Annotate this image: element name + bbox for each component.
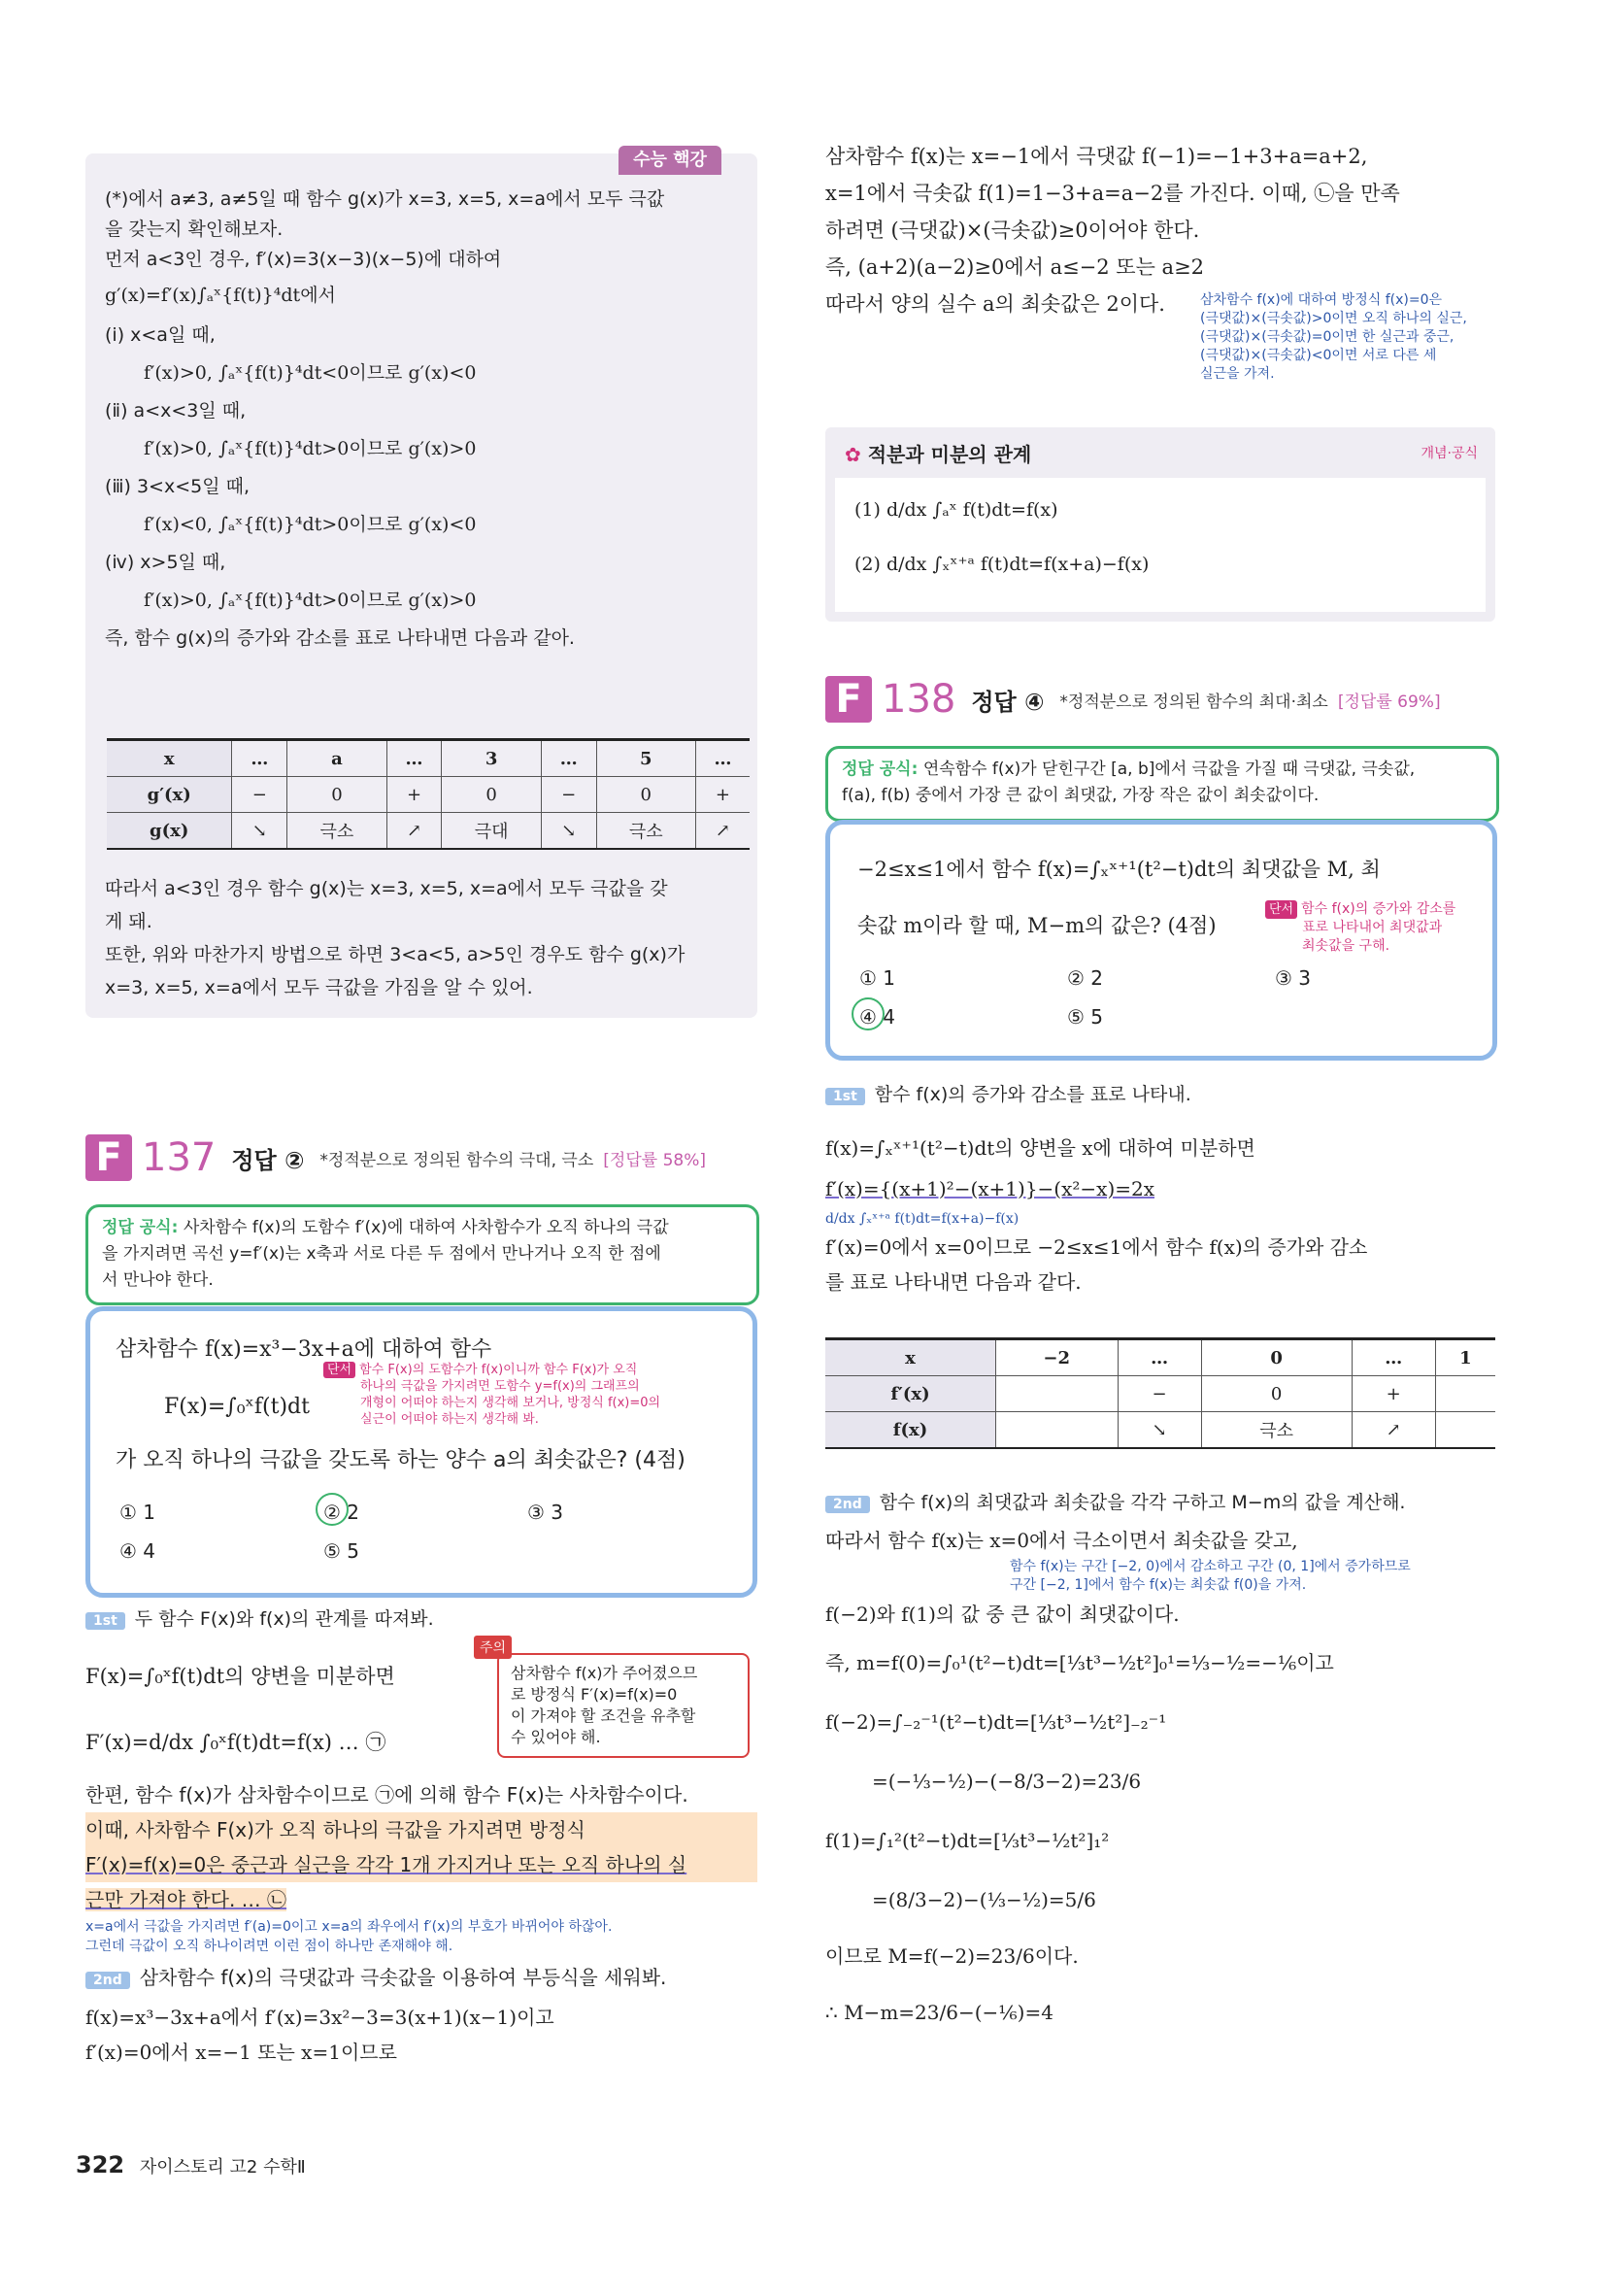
table-cell: 0	[1201, 1339, 1352, 1376]
problem-138-header	[825, 676, 1441, 723]
table-cell: −	[541, 777, 596, 813]
table-cell: 5	[596, 740, 695, 777]
table-cell: …	[232, 740, 287, 777]
solution-line: f′(x)=0에서 x=−1 또는 x=1이므로	[85, 2041, 397, 2064]
table-cell: ↗	[695, 813, 750, 850]
problem-question: 가 오직 하나의 극값을 갖도록 하는 양수 a의 최솟값은? (4점)	[116, 1448, 685, 1472]
problem-text: 삼차함수 f(x)=x³−3x+a에 대하여 함수	[116, 1337, 492, 1362]
choice-4[interactable]: ④ 4	[859, 1005, 896, 1029]
concept-title	[845, 439, 1031, 467]
table-cell: +	[1352, 1376, 1435, 1412]
step-badge: 1st	[825, 1088, 865, 1105]
solution-line: f(1)=∫₁²(t²−t)dt=[⅓t³−½t²]₁²	[825, 1829, 1110, 1852]
answer-formula-box	[825, 746, 1499, 822]
table-cell: 0	[442, 777, 541, 813]
flower-icon: ✿	[845, 443, 861, 466]
solution-line: 즉, (a+2)(a−2)≥0에서 a≤−2 또는 a≥2	[825, 255, 1205, 279]
table-cell: f′(x)	[825, 1376, 995, 1412]
table-cell: 극대	[442, 813, 541, 850]
choice-1[interactable]: ① 1	[859, 966, 896, 990]
summary-line: (ⅰ) x<a일 때,	[105, 324, 216, 346]
solution-line: x=1에서 극솟값 f(1)=1−3+a=a−2를 가진다. 이때, ㉡을 만족	[825, 182, 1400, 205]
table-cell: g(x)	[107, 813, 232, 850]
caution-line: 로 방정식 F′(x)=f(x)=0	[511, 1685, 678, 1704]
solution-line: 삼차함수 f(x)는 x=−1에서 극댓값 f(−1)=−1+3+a=a+2,	[825, 145, 1368, 168]
summary-line: (*)에서 a≠3, a≠5일 때 함수 g(x)가 x=3, x=5, x=a에서 모두 극값	[105, 188, 665, 210]
table-cell: 0	[596, 777, 695, 813]
solution-138-text2	[825, 1523, 1495, 2042]
problem-answer: 정답 ②	[231, 1146, 305, 1174]
solution-line: 이므로 M=f(−2)=23/6이다.	[825, 1944, 1079, 1968]
note-line: 삼차함수 f(x)에 대하여 방정식 f(x)=0은	[1200, 292, 1443, 308]
note-line: d/dx ∫ₓˣ⁺ᵃ f(t)dt=f(x+a)−f(x)	[825, 1211, 1020, 1227]
solution-line: 따라서 함수 f(x)는 x=0에서 극소이면서 최솟값을 갖고,	[825, 1529, 1298, 1552]
choice-1[interactable]: ① 1	[119, 1501, 156, 1524]
page-number: 322	[76, 2151, 125, 2178]
table-cell: 1	[1435, 1339, 1495, 1376]
note-line: 구간 [−2, 1]에서 함수 f(x)는 최솟값 f(0)을 가져.	[1010, 1577, 1307, 1593]
choice-3[interactable]: ③ 3	[527, 1501, 564, 1524]
solution-line	[85, 1882, 757, 1917]
table-cell	[995, 1412, 1118, 1449]
summary-line: f′(x)>0, ∫ₐˣ{f(t)}⁴dt>0이므로 g′(x)>0	[144, 590, 477, 611]
table-cell: …	[695, 740, 750, 777]
summary-line: (ⅱ) a<x<3일 때,	[105, 400, 247, 422]
caution-line: 이 가져야 할 조건을 유추할	[511, 1706, 696, 1725]
summary-line: 즉, 함수 g(x)의 증가와 감소를 표로 나타내면 다음과 같아.	[105, 627, 575, 649]
summary-line: (ⅳ) x>5일 때,	[105, 552, 226, 573]
solution-138-step1	[825, 1080, 1191, 1106]
hint-tag: 단서	[1265, 900, 1297, 919]
step-text: 삼차함수 f(x)의 극댓값과 극솟값을 이용하여 부등식을 세워봐.	[139, 1966, 667, 1989]
solution-line: f(−2)와 f(1)의 값 중 큰 값이 최댓값이다.	[825, 1603, 1180, 1626]
solution-line: 이때, 사차함수 F(x)가 오직 하나의 극값을 가지려면 방정식	[85, 1812, 757, 1847]
solution-138-step2	[825, 1488, 1405, 1514]
hint-line: 최솟값을 구해.	[1302, 938, 1390, 954]
concept-formula: (2) d/dx ∫ₓˣ⁺ᵃ f(t)dt=f(x+a)−f(x)	[854, 554, 1150, 575]
problem-text	[116, 1443, 685, 1473]
problem-rate: [정답률 58%]	[603, 1150, 706, 1170]
problem-badge: F	[85, 1134, 132, 1181]
caution-line: 수 있어야 해.	[511, 1728, 601, 1746]
table-cell: 3	[442, 740, 541, 777]
hint-box	[1265, 900, 1455, 956]
summary-line: g′(x)=f′(x)∫ₐˣ{f(t)}⁴dt에서	[105, 285, 336, 306]
note-line: 실근을 가져.	[1200, 366, 1275, 382]
step2-row	[85, 1962, 757, 1990]
solution-line: 하려면 (극댓값)×(극솟값)≥0이어야 한다.	[825, 219, 1200, 242]
hint-line: 하나의 극값을 가지려면 도함수 y=f(x)의 그래프의	[360, 1379, 640, 1394]
solution-line-part: 근만 가져야 한다. … ㉡	[85, 1888, 287, 1911]
key-text: 사차함수 f(x)의 도함수 f′(x)에 대하여 사차함수가 오직 하나의 극값	[183, 1218, 669, 1237]
table-cell	[1435, 1376, 1495, 1412]
table-cell: g′(x)	[107, 777, 232, 813]
solution-137-step1	[85, 1604, 434, 1631]
table-cell: +	[386, 777, 442, 813]
table-cell: f(x)	[825, 1412, 995, 1449]
table-cell: ↗	[386, 813, 442, 850]
concept-box	[825, 427, 1495, 622]
choice-5[interactable]: ⑤ 5	[1067, 1005, 1104, 1029]
hint-tag: 단서	[323, 1362, 355, 1378]
table-cell: …	[1118, 1339, 1201, 1376]
key-label: 정답 공식:	[102, 1218, 179, 1237]
problem-text: −2≤x≤1에서 함수 f(x)=∫ₓˣ⁺¹(t²−t)dt의 최댓값을 M, 최	[857, 858, 1381, 881]
table-cell: −	[1118, 1376, 1201, 1412]
table-cell: ↘	[541, 813, 596, 850]
table-cell: 0	[287, 777, 386, 813]
hint-box	[323, 1362, 660, 1428]
caution-box	[497, 1653, 750, 1758]
increase-decrease-table	[825, 1337, 1495, 1449]
table-cell: 극소	[1201, 1412, 1352, 1449]
step-text: 두 함수 F(x)와 f(x)의 관계를 따져봐.	[134, 1608, 434, 1630]
table-cell	[995, 1376, 1118, 1412]
solution-line: =(8/3−2)−(⅓−½)=5/6	[872, 1888, 1096, 1911]
table-cell: x	[107, 740, 232, 777]
solution-line: 즉, m=f(0)=∫₀¹(t²−t)dt=[⅓t³−½t²]₀¹=⅓−½=−⅙이고	[825, 1651, 1334, 1674]
choice-2[interactable]: ② 2	[1067, 966, 1104, 990]
table-cell: 극소	[596, 813, 695, 850]
summary-tag: 수능 핵강	[619, 146, 721, 175]
concept-title-text: 적분과 미분의 관계	[867, 443, 1032, 466]
key-text: f(a), f(b) 중에서 가장 큰 값이 최댓값, 가장 작은 값이 최솟값이다.	[842, 786, 1320, 805]
summary-after-line: x=3, x=5, x=a에서 모두 극값을 가짐을 알 수 있어.	[105, 977, 533, 998]
step-badge: 1st	[85, 1612, 125, 1630]
answer-circle	[852, 997, 885, 1030]
choice-5[interactable]: ⑤ 5	[323, 1539, 360, 1563]
concept-formula: (1) d/dx ∫ₐˣ f(t)dt=f(x)	[854, 499, 1058, 521]
table-cell: −2	[995, 1339, 1118, 1376]
table-cell: …	[1352, 1339, 1435, 1376]
summary-line: 먼저 a<3인 경우, f′(x)=3(x−3)(x−5)에 대하여	[105, 249, 502, 270]
answer-circle	[316, 1493, 349, 1526]
solution-line: =(−⅓−½)−(−8/3−2)=23/6	[872, 1770, 1142, 1793]
table-cell: a	[287, 740, 386, 777]
summary-after-line: 따라서 a<3인 경우 함수 g(x)는 x=3, x=5, x=a에서 모두 극값을 갖	[105, 878, 668, 899]
solution-line: 따라서 양의 실수 a의 최솟값은 2이다.	[825, 292, 1165, 316]
concept-inner	[835, 478, 1486, 612]
summary-after-line: 또한, 위와 마찬가지 방법으로 하면 3<a<5, a>5인 경우도 함수 g(x)가	[105, 944, 685, 965]
key-text: 을 가지려면 곡선 y=f′(x)는 x축과 서로 다른 두 점에서 만나거나 오직 한 점에	[102, 1244, 661, 1264]
table-cell: ↘	[1118, 1412, 1201, 1449]
summary-after-line: 게 돼.	[105, 911, 152, 932]
choice-2[interactable]: ② 2	[323, 1501, 360, 1524]
step-text: 함수 f(x)의 증가와 감소를 표로 나타내.	[874, 1084, 1191, 1105]
hint-line: 함수 F(x)의 도함수가 f(x)이니까 함수 F(x)가 오직	[359, 1363, 638, 1377]
solution-line: F(x)=∫₀ˣf(t)dt의 양변을 미분하면	[85, 1665, 395, 1688]
key-label: 정답 공식:	[842, 760, 919, 779]
right-top-note	[1200, 291, 1467, 384]
note-line: (극댓값)×(극솟값)=0이면 한 실근과 중근,	[1200, 329, 1455, 345]
summary-line: f′(x)>0, ∫ₐˣ{f(t)}⁴dt<0이므로 g′(x)<0	[144, 362, 477, 384]
solution-line: F′(x)=f(x)=0은 중근과 실근을 각각 1개 가지거나 또는 오직 하나의 실	[85, 1847, 757, 1882]
summary-content	[105, 185, 746, 654]
problem-badge: F	[825, 676, 872, 723]
key-text: 연속함수 f(x)가 닫힌구간 [a, b]에서 극값을 가질 때 극댓값, 극솟값,	[922, 760, 1416, 779]
problem-box	[85, 1306, 757, 1598]
table-cell: 극소	[287, 813, 386, 850]
problem-rate: [정답률 69%]	[1337, 692, 1441, 712]
summary-table	[107, 738, 750, 850]
table-cell: ↘	[232, 813, 287, 850]
note-line: 함수 f(x)는 구간 [−2, 0)에서 감소하고 구간 (0, 1]에서 증가하므로	[1010, 1559, 1411, 1574]
note-line: 그런데 극값이 오직 하나이려면 이런 점이 하나만 존재해야 해.	[85, 1939, 453, 1954]
solution-line: ∴ M−m=23/6−(−⅙)=4	[825, 2001, 1053, 2024]
step-badge: 2nd	[825, 1496, 870, 1513]
solution-137-text	[85, 1777, 757, 2070]
table-cell: x	[825, 1339, 995, 1376]
hint-line: 함수 f(x)의 증가와 감소를	[1301, 901, 1456, 917]
problem-topic: *정적분으로 정의된 함수의 최대·최소	[1059, 692, 1328, 712]
summary-line: (ⅲ) 3<x<5일 때,	[105, 476, 251, 497]
table-cell: ↗	[1352, 1412, 1435, 1449]
step-text: 함수 f(x)의 최댓값과 최솟값을 각각 구하고 M−m의 값을 계산해.	[879, 1492, 1406, 1513]
table-cell	[1435, 1412, 1495, 1449]
answer-formula-box	[85, 1204, 759, 1305]
caution-tag: 주의	[474, 1636, 512, 1659]
choice-4[interactable]: ④ 4	[119, 1539, 156, 1563]
key-text: 서 만나야 한다.	[102, 1270, 214, 1290]
solution-line: f(−2)=∫₋₂⁻¹(t²−t)dt=[⅓t³−½t²]₋₂⁻¹	[825, 1710, 1167, 1734]
problem-answer: 정답 ④	[971, 688, 1045, 716]
solution-line: 한편, 함수 f(x)가 삼차함수이므로 ㉠에 의해 함수 F(x)는 사차함수이다.	[85, 1783, 688, 1806]
solution-138-text	[825, 1127, 1495, 1300]
solution-line: f(x)=∫ₓˣ⁺¹(t²−t)dt의 양변을 x에 대하여 미분하면	[825, 1136, 1255, 1160]
problem-137-header	[85, 1134, 706, 1181]
table-cell: …	[541, 740, 596, 777]
note-line: (극댓값)×(극솟값)<0이면 서로 다른 세	[1200, 348, 1437, 363]
table-cell: 0	[1201, 1376, 1352, 1412]
choice-3[interactable]: ③ 3	[1275, 966, 1312, 990]
solution-line: 를 표로 나타내면 다음과 같다.	[825, 1270, 1082, 1294]
solution-line: f′(x)=0에서 x=0이므로 −2≤x≤1에서 함수 f(x)의 증가와 감소	[825, 1235, 1368, 1259]
summary-line: f′(x)>0, ∫ₐˣ{f(t)}⁴dt>0이므로 g′(x)>0	[144, 438, 477, 459]
concept-tag: 개념·공식	[1421, 446, 1478, 461]
caution-line: 삼차함수 f(x)가 주어졌으므	[511, 1664, 698, 1682]
solution-line: f′(x)={(x+1)²−(x+1)}−(x²−x)=2x	[825, 1177, 1155, 1200]
note-line: x=a에서 극값을 가지려면 f′(a)=0이고 x=a의 좌우에서 f′(x)의 부호가 바뀌어야 하잖아.	[85, 1919, 613, 1935]
solution-line: F′(x)=d/dx ∫₀ˣf(t)dt=f(x) … ㉠	[85, 1731, 386, 1754]
solution-line: f(x)=x³−3x+a에서 f′(x)=3x²−3=3(x+1)(x−1)이고	[85, 2006, 554, 2029]
hint-line: 표로 나타내어 최댓값과	[1302, 920, 1443, 935]
page-footer	[76, 2151, 306, 2178]
problem-topic: *정적분으로 정의된 함수의 극대, 극소	[319, 1150, 594, 1170]
summary-after	[105, 872, 746, 1004]
problem-number: 137	[142, 1135, 217, 1180]
table-cell: −	[232, 777, 287, 813]
book-title: 자이스토리 고2 수학Ⅱ	[139, 2157, 306, 2178]
summary-line: 을 갖는지 확인해보자.	[105, 219, 284, 240]
table-cell: …	[386, 740, 442, 777]
problem-text: 솟값 m이라 할 때, M−m의 값은? (4점)	[857, 914, 1217, 937]
summary-line: f′(x)<0, ∫ₐˣ{f(t)}⁴dt>0이므로 g′(x)<0	[144, 514, 477, 535]
problem-text: F(x)=∫₀ˣf(t)dt	[164, 1395, 310, 1419]
table-cell: +	[695, 777, 750, 813]
step-badge: 2nd	[85, 1972, 130, 1989]
note-line: (극댓값)×(극솟값)>0이면 오직 하나의 실근,	[1200, 311, 1467, 326]
problem-box	[825, 820, 1497, 1061]
hint-line: 개형이 어떠야 하는지 생각해 보거나, 방정식 f(x)=0의	[360, 1396, 661, 1410]
problem-number: 138	[882, 677, 956, 722]
hint-line: 실근이 어떠야 하는지 생각해 봐.	[360, 1412, 539, 1427]
